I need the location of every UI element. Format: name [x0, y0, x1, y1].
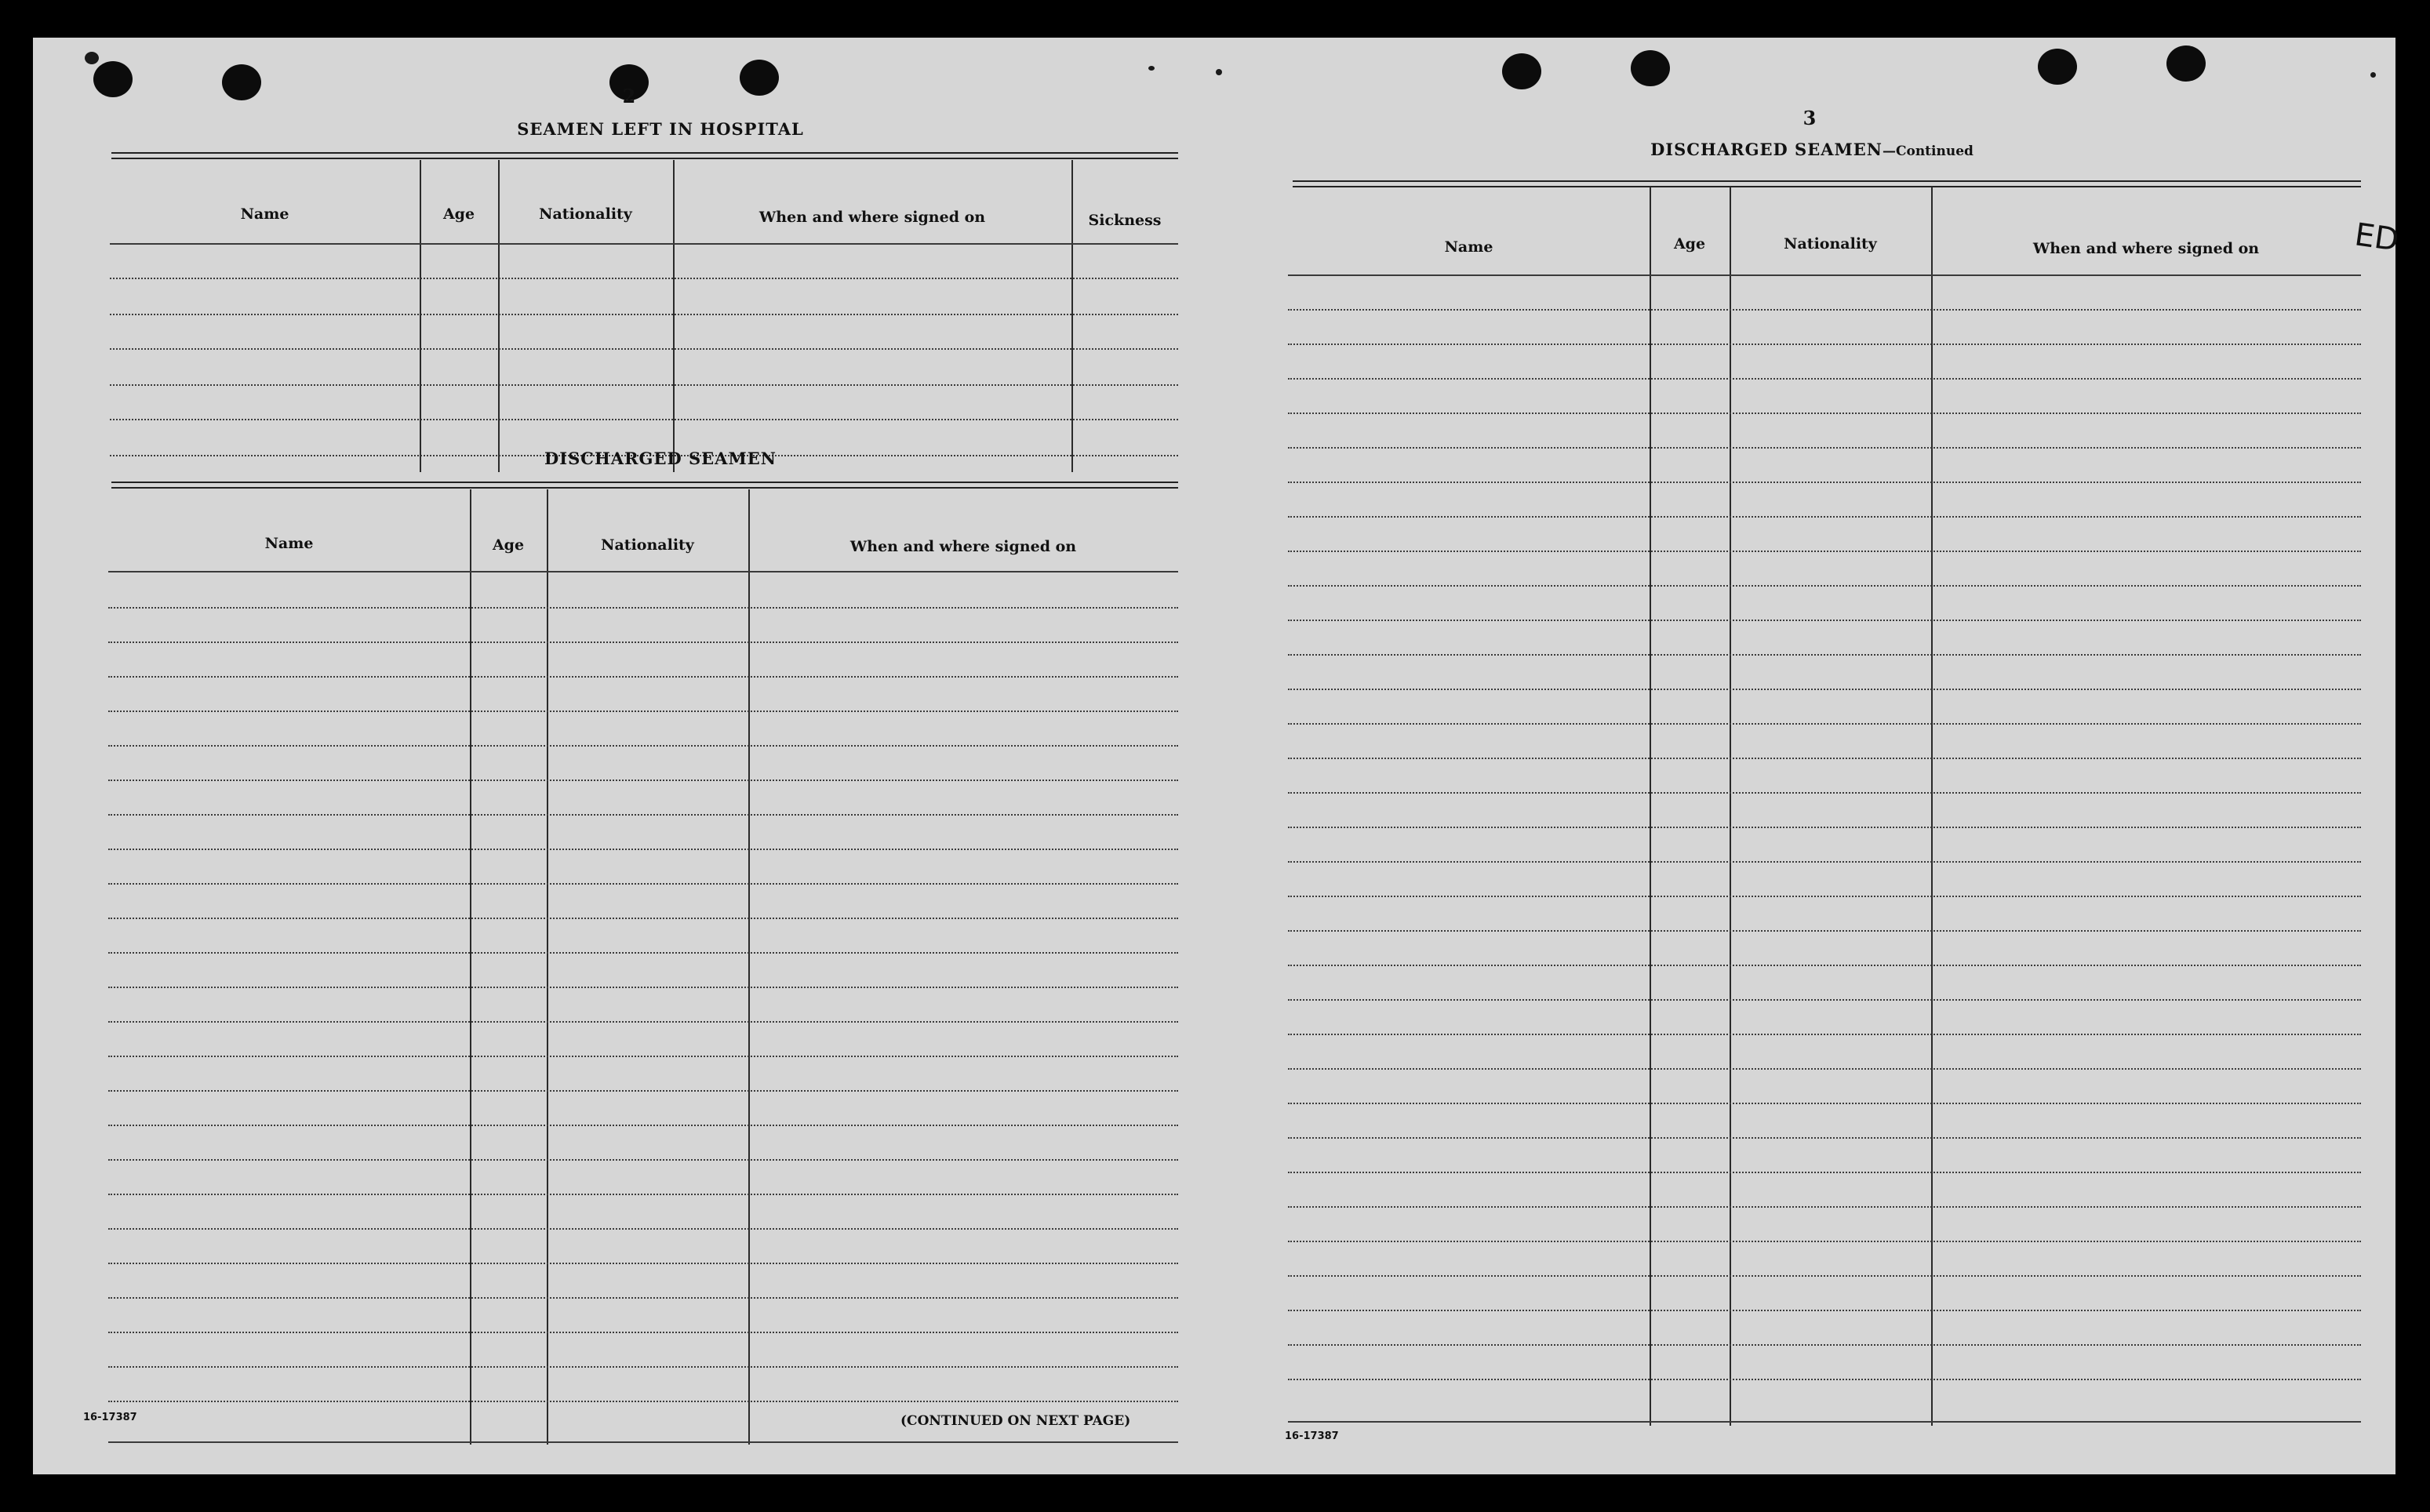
table-row: [1288, 930, 2361, 932]
discharged-table-left: [108, 489, 1178, 1445]
table-row: [110, 348, 1178, 350]
table-row: [1288, 965, 2361, 966]
table-row: [108, 952, 1178, 954]
column-header: Name: [264, 535, 314, 552]
discharged-title-rule: [111, 482, 1178, 489]
table-row: [1288, 551, 2361, 552]
title-suffix: —Continued: [1882, 144, 1973, 159]
table-row: [1288, 1241, 2361, 1242]
table-row: [108, 814, 1178, 816]
table-row: [1288, 827, 2361, 828]
hospital-title-rule: [111, 152, 1178, 159]
table-row: [108, 883, 1178, 885]
table-row: [110, 384, 1178, 386]
page-number-left: 2: [622, 85, 636, 107]
table-row: [108, 1332, 1178, 1333]
continued-note: (CONTINUED ON NEXT PAGE): [900, 1413, 1131, 1429]
hospital-table: [110, 160, 1178, 472]
document-sheet: [33, 38, 2402, 1474]
table-row: [1288, 1275, 2361, 1277]
table-row: [108, 1228, 1178, 1230]
punch-hole: [2166, 45, 2206, 82]
table-row: [1288, 1344, 2361, 1346]
table-row: [1288, 1137, 2361, 1139]
table-row: [108, 1401, 1178, 1402]
table-row: [1288, 1068, 2361, 1070]
table-row: [108, 1159, 1178, 1161]
ink-speck: [85, 52, 99, 64]
column-header: Nationality: [601, 536, 694, 554]
column-header: When and where signed on: [758, 209, 986, 226]
table-row: [1288, 343, 2361, 345]
table-row: [108, 780, 1178, 781]
table-row: [110, 314, 1178, 315]
table-header-rule: [110, 243, 1178, 245]
page-number-right: 3: [1802, 107, 1817, 129]
table-row: [108, 1297, 1178, 1299]
column-header: When and where signed on: [2032, 240, 2260, 257]
discharged-continued-title: [1498, 140, 2126, 159]
table-row: [1288, 1379, 2361, 1380]
column-header: Age: [1673, 235, 1706, 253]
table-row: [1288, 620, 2361, 621]
table-row: [1288, 1103, 2361, 1104]
table-row: [1288, 585, 2361, 587]
punch-hole: [2038, 49, 2077, 85]
column-header: Age: [442, 205, 475, 223]
table-row: [108, 1090, 1178, 1092]
table-row: [1288, 413, 2361, 414]
form-number-right: 16-17387: [1285, 1430, 1339, 1442]
table-row: [1288, 861, 2361, 863]
table-row: [1288, 378, 2361, 380]
table-row: [1288, 758, 2361, 759]
table-bottom-rule: [108, 1441, 1178, 1443]
table-row: [1288, 1206, 2361, 1208]
table-row: [108, 676, 1178, 678]
table-row: [1288, 447, 2361, 449]
punch-hole: [740, 60, 779, 96]
table-header-rule: [108, 571, 1178, 572]
table-bottom-rule: [1288, 1421, 2361, 1423]
table-row: [1288, 654, 2361, 656]
table-row: [1288, 792, 2361, 794]
table-row: [110, 278, 1178, 279]
table-row: [1288, 723, 2361, 725]
table-row: [108, 711, 1178, 712]
punch-hole: [1631, 50, 1670, 86]
table-header-rule: [1288, 274, 2361, 276]
table-row: [1288, 516, 2361, 518]
edge-stamp: ED: [2352, 216, 2402, 259]
ink-speck: [1216, 69, 1222, 75]
punch-hole: [222, 64, 261, 100]
table-row: [1288, 309, 2361, 311]
table-row: [108, 849, 1178, 850]
column-header: Nationality: [1784, 235, 1877, 253]
punch-hole: [93, 61, 133, 97]
table-row: [1288, 482, 2361, 483]
column-header: Age: [492, 536, 525, 554]
table-row: [108, 918, 1178, 919]
table-row: [108, 745, 1178, 747]
ink-speck: [1148, 66, 1155, 71]
table-row: [1288, 896, 2361, 897]
table-row: [108, 642, 1178, 643]
column-header: Name: [1444, 238, 1493, 256]
table-row: [1288, 1310, 2361, 1311]
table-row: [1288, 1172, 2361, 1173]
table-row: [108, 607, 1178, 609]
table-row: [108, 1263, 1178, 1264]
punch-hole: [1502, 53, 1541, 89]
form-number-left: 16-17387: [83, 1412, 137, 1423]
table-row: [108, 1366, 1178, 1368]
table-row: [1288, 999, 2361, 1001]
column-header: Sickness: [1088, 212, 1162, 229]
discharged-section-title: DISCHARGED SEAMEN: [544, 449, 777, 468]
table-row: [108, 1021, 1178, 1023]
table-row: [1288, 689, 2361, 690]
title-main: DISCHARGED SEAMEN: [1650, 140, 1883, 159]
hospital-section-title: SEAMEN LEFT IN HOSPITAL: [517, 119, 804, 139]
column-header: Nationality: [539, 205, 632, 223]
discharged-table-right: [1288, 187, 2361, 1426]
table-row: [108, 987, 1178, 988]
table-row: [108, 1194, 1178, 1195]
column-header: Name: [240, 205, 289, 223]
ink-speck: [2370, 72, 2376, 78]
table-row: [110, 419, 1178, 420]
column-header: When and where signed on: [849, 538, 1077, 555]
table-row: [1288, 1034, 2361, 1035]
table-row: [108, 1056, 1178, 1057]
table-row: [108, 1125, 1178, 1126]
